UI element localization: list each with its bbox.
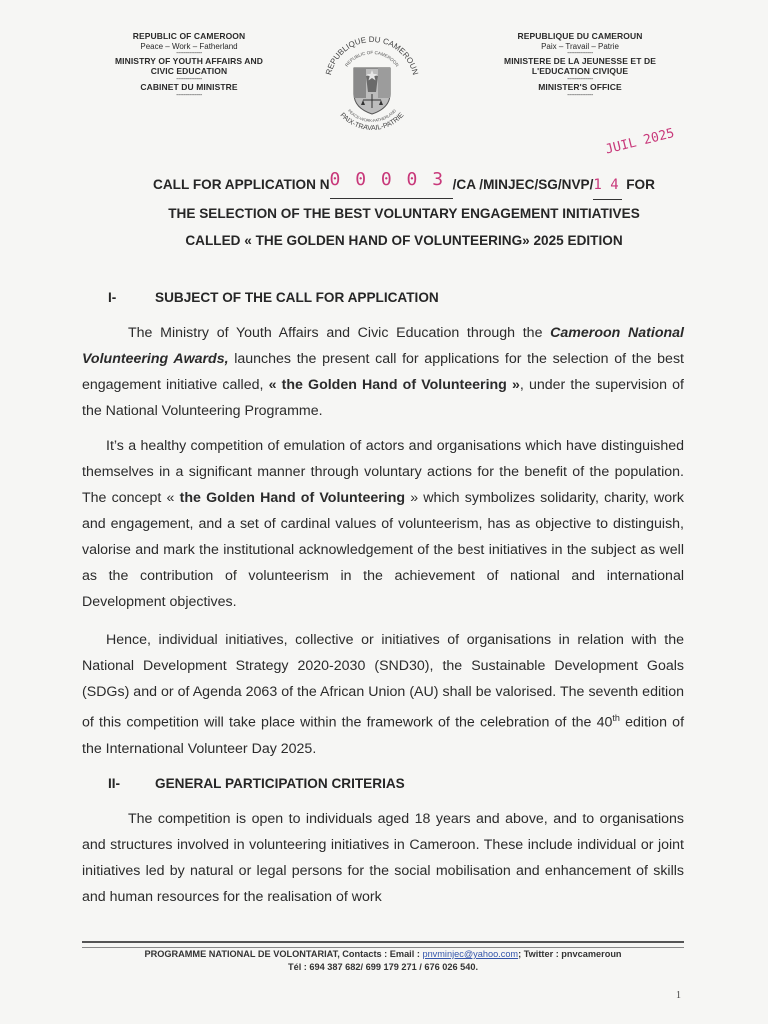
footer-contacts xyxy=(82,948,684,974)
section-1-paragraph-1 xyxy=(82,320,684,424)
text-run: , under the supervision of the National Volunteering Programme. xyxy=(82,377,684,419)
title-prefix: CALL FOR APPLICATION N xyxy=(153,177,330,192)
text-run: Hence, individual initiatives, collective or initiatives of organisations in relation with the National Development Strategy 2020-2030 (SND30), the Sustainable Development Goals (SDGs) and or of Agenda 2063 of the African Union (AU) shall be valorised. The seventh edition of this competition will take place within the framework of the celebration of the 40 xyxy=(82,632,684,731)
twitter-handle: ; Twitter : pnvcameroun xyxy=(518,949,622,959)
separator: -------------- xyxy=(176,49,202,57)
golden-hand-name: « the Golden Hand of Volunteering » xyxy=(268,377,520,393)
text-run: » which symbolizes solidarity, charity, work and engagement, and a set of cardinal values of volunteerism, has as objective to distinguish, valorise and mark the institutional acknowledgement of the best initiatives in the subject as well as the contribution of volunteerism in the achievement of national and international Development objectives. xyxy=(82,490,684,610)
section-1-paragraph-3 xyxy=(82,627,684,762)
date-stamp: JUIL 2025 xyxy=(604,125,676,158)
motto-en: Peace – Work – Fatherland xyxy=(140,41,238,51)
republic-en: REPUBLIC OF CAMEROON xyxy=(132,31,246,41)
date-day-stamp: 1 4 xyxy=(593,177,619,193)
ministry-fr-line2: L'EDUCATION CIVIQUE xyxy=(531,66,629,77)
section-2-title: GENERAL PARTICIPATION CRITERIAS xyxy=(155,776,405,791)
emblem-top-subtext: REPUBLIC OF CAMEROON xyxy=(344,49,400,68)
title-suffix: FOR xyxy=(626,177,655,192)
emblem-top-text: REPUBLIQUE DU CAMEROUN xyxy=(324,34,420,76)
cabinet-label: CABINET DU MINISTRE xyxy=(140,82,238,93)
separator: -------------- xyxy=(567,91,593,99)
coat-of-arms-emblem xyxy=(316,28,428,138)
section-2-paragraph-1 xyxy=(82,806,684,910)
document-title xyxy=(84,170,724,254)
golden-hand-name: the Golden Hand of Volunteering xyxy=(179,490,406,506)
text-run: The competition is open to individuals aged 18 years and above, and to organisations and structures involved in volunteering initiatives in Cameroon. These include individual or joint initiatives led by natural or legal persons for the social mobilisation and enhancement of skills and human resources for the realisation of work xyxy=(82,811,684,905)
text-run: launches the present call for applications for the selection of the best engagement initiative called, xyxy=(82,351,684,393)
awards-name: Cameroon National Volunteering Awards, xyxy=(82,325,684,367)
motto-fr: Paix – Travail – Patrie xyxy=(541,41,619,51)
text-run: The Ministry of Youth Affairs and Civic Education through the xyxy=(128,325,551,341)
emblem-bottom-subtext: PEACE-WORK-FATHERLAND xyxy=(347,108,397,124)
office-label: MINISTER'S OFFICE xyxy=(538,82,622,93)
phone-numbers: Tél : 694 387 682/ 699 179 271 / 676 026 540. xyxy=(287,962,479,972)
date-field xyxy=(593,171,622,200)
title-reference: /CA /MINJEC/SG/NVP/ xyxy=(452,177,594,192)
reference-number-stamp: 0 0 0 0 3 xyxy=(329,169,446,190)
title-line-1 xyxy=(84,170,724,200)
superscript: th xyxy=(612,713,620,723)
ministry-en-line1: MINISTRY OF YOUTH AFFAIRS AND xyxy=(114,56,264,67)
header-left xyxy=(108,32,270,99)
separator: -------------- xyxy=(176,75,202,83)
text-run: It’s a healthy competition of emulation of actors and organisations which have distinguished themselves in a significant manner through voluntary actions for the benefit of the population. The concept « xyxy=(82,438,684,506)
republic-fr: REPUBLIQUE DU CAMEROUN xyxy=(517,31,643,41)
footer-label: PROGRAMME NATIONAL DE VOLONTARIAT, Contacts : Email : xyxy=(144,949,423,959)
separator: -------------- xyxy=(176,91,202,99)
shield-icon xyxy=(354,68,390,114)
section-1-title: SUBJECT OF THE CALL FOR APPLICATION xyxy=(155,290,439,305)
separator: -------------- xyxy=(567,49,593,57)
section-2-heading xyxy=(108,776,405,791)
footer-divider xyxy=(82,941,684,948)
section-1-paragraph-2 xyxy=(82,433,684,615)
section-1-number: I- xyxy=(108,290,117,305)
text-run: edition of the International Volunteer Day 2025. xyxy=(82,714,685,757)
header-right xyxy=(498,32,662,99)
emblem-bottom-text: PAIX-TRAVAIL-PATRIE xyxy=(338,111,406,133)
section-1-heading xyxy=(108,290,439,305)
section-2-number: II- xyxy=(108,776,121,791)
reference-number-field xyxy=(330,170,453,199)
separator: -------------- xyxy=(567,75,593,83)
ministry-en-line2: CIVIC EDUCATION xyxy=(150,66,228,77)
title-line-2: THE SELECTION OF THE BEST VOLUNTARY ENGAGEMENT INITIATIVES xyxy=(168,206,640,221)
title-line-3: CALLED « THE GOLDEN HAND OF VOLUNTEERING» 2025 EDITION xyxy=(185,233,623,248)
ministry-fr-line1: MINISTERE DE LA JEUNESSE ET DE xyxy=(504,56,656,67)
email-link[interactable]: pnvminjec@yahoo.com xyxy=(422,949,519,959)
page-number: 1 xyxy=(676,990,681,1001)
